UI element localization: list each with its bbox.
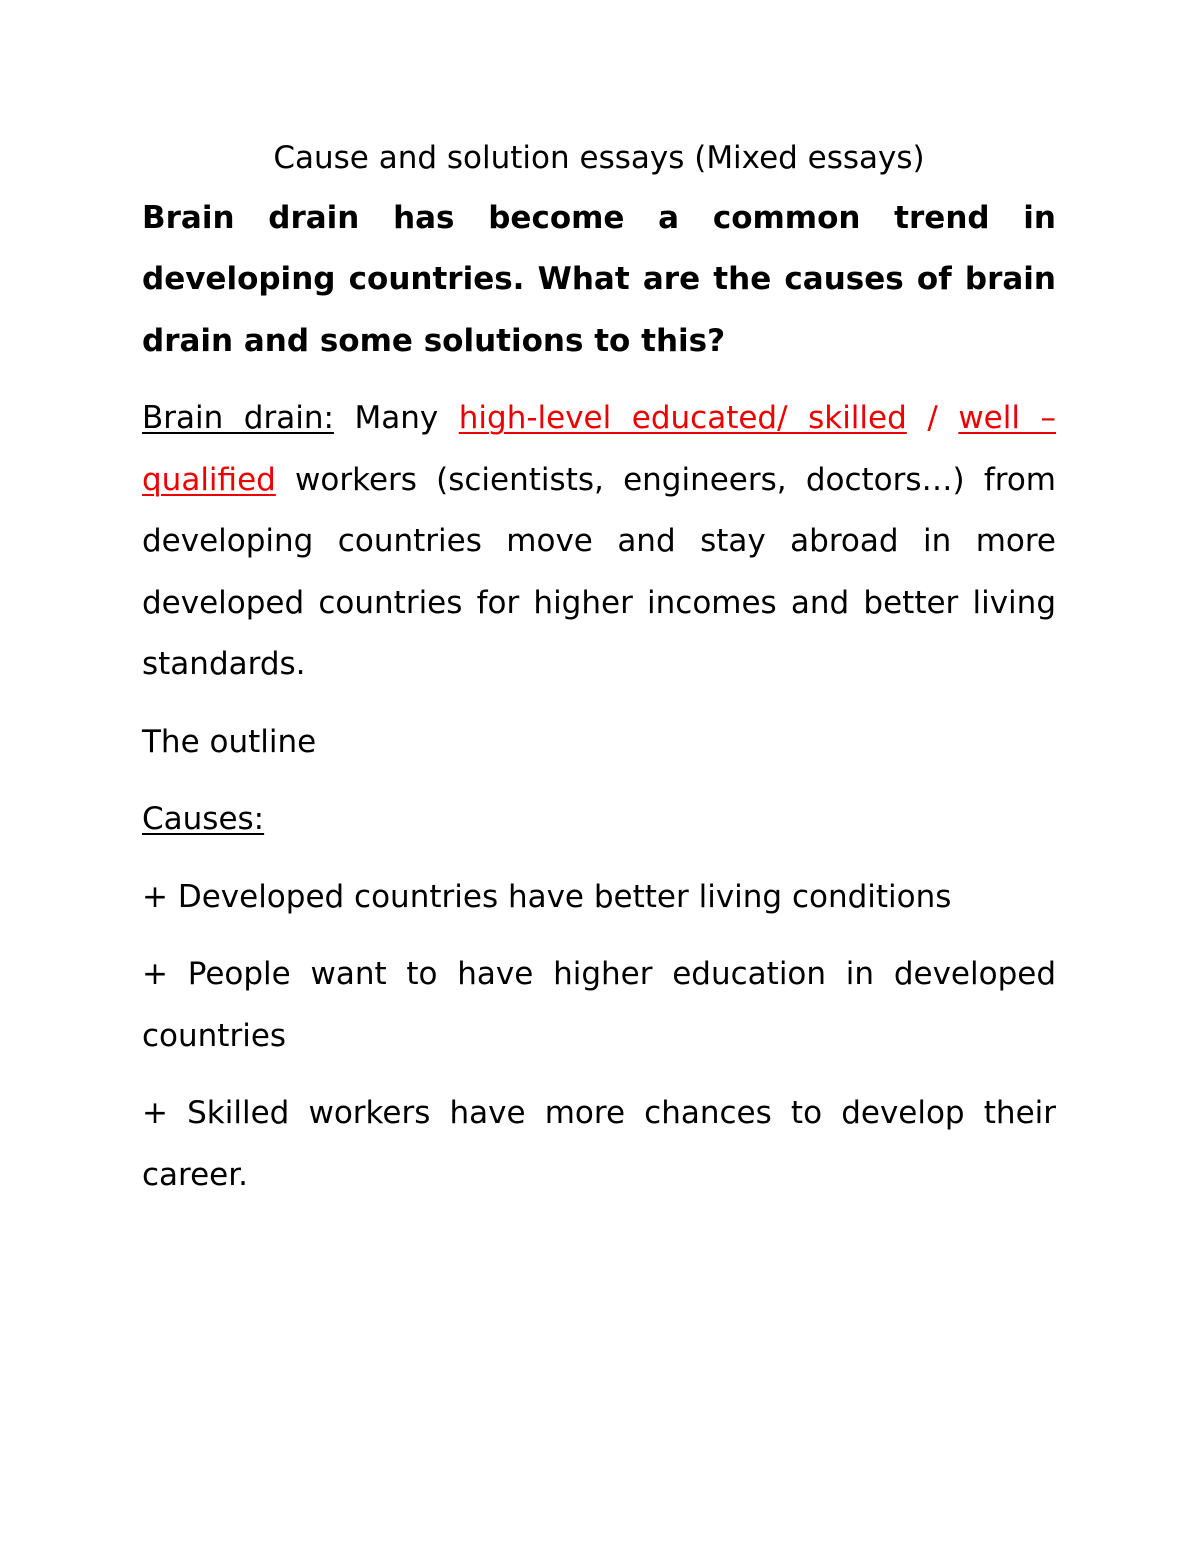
cause-item: + Skilled workers have more chances to develop their career. [142,1095,1056,1193]
document-title: Cause and solution essays (Mixed essays) [273,140,925,176]
definition-term: Brain drain: [142,400,334,436]
definition-text-after: workers (scientists, engineers, doctors…) from developing countries move and stay abroad in more developed countries for higher incomes and better living standards. [142,461,1056,682]
definition-separator: / [906,400,959,436]
definition-text-before: Many [333,400,459,436]
outline-heading: The outline [142,723,317,760]
cause-item: + People want to have higher education in developed countries [142,956,1056,1054]
essay-prompt: Brain drain has become a common trend in developing countries. What are the causes of brain drain and some solutions to this? [142,199,1056,359]
definition-highlight-well-qualified: well –qualified [142,400,1056,498]
document-page [142,128,1056,1222]
definition-highlight-educated-skilled: high-level educated/ skilled [458,400,907,436]
brain-drain-definition [142,388,1056,696]
causes-label-text: Causes: [142,801,265,837]
causes-label [142,789,1056,851]
cause-item: + Developed countries have better living conditions [142,878,952,915]
